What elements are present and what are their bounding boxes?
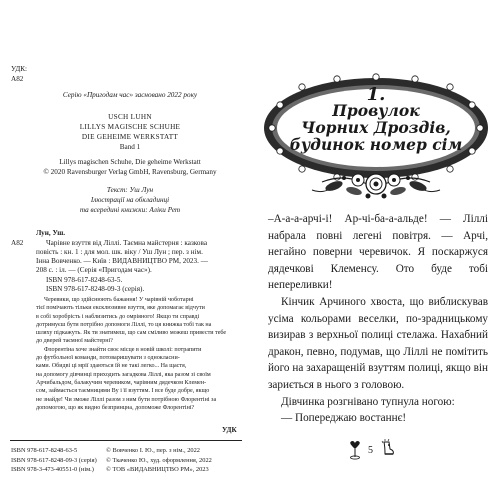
- footer-copyright: © ТОВ «ВИДАВНИЦТВО РМ», 2023: [106, 466, 209, 473]
- annotation-line: на допомогу дівчинці приходить загадкова Ліллі, яка разом зі своїм: [36, 371, 211, 378]
- heart-stand-icon: [348, 440, 362, 460]
- paragraph: Кінчик Арчиного хвоста, що виблискував усіма кольорами веселки, по-зрадницькому визирав з верхньої полиці стелажа. Нахабний дракон, певно, подумав, що Ліллі не помітить його на захаращеній взуттям полиці, якщо він зариється в нього з головою.: [268, 295, 488, 391]
- udk-bottom: УДК: [222, 426, 237, 434]
- catalog-line-3: Інна Вовченко. — Київ : ВИДАВНИЦТВО РМ, 2023. —: [36, 257, 208, 265]
- orig-title: LILLYS MAGISCHE SCHUHE: [79, 123, 181, 131]
- chapter-title-line: будинок номер сім: [289, 135, 463, 154]
- footer-copyright-block: [106, 446, 212, 475]
- paragraph: Дівчинка розгнівано тупнула ногою:: [281, 395, 455, 408]
- credit-text: Текст: Уш Лун: [106, 186, 154, 194]
- cat-author: Лун, Уш.: [36, 229, 66, 237]
- annotation-line: допомогою, що як видно безпринцна, допоможе Флорентіні?: [36, 404, 195, 411]
- chapter-number: 1.: [366, 84, 386, 105]
- isbn-1: ISBN 978-617-8248-63-5.: [46, 276, 123, 284]
- chapter-title-line: Провулок: [332, 101, 420, 120]
- footer-copyright: © Вовченко І. Ю., пер. з нім., 2022: [106, 447, 200, 454]
- annotation-line: ками. Обидві ці мрії здаються їй не такі легко... На щастя,: [36, 363, 187, 370]
- shoe-ornament-icon: [381, 439, 397, 459]
- footer-isbn: ISBN 978-617-8248-63-5: [11, 447, 78, 454]
- credit-illus1: Ілюстрації на обкладинці: [90, 196, 170, 204]
- orig-band: Band 1: [119, 143, 141, 151]
- annotation-line: в собі хоробрість і наблизитись до омріяного! Якщо ти справді: [36, 313, 200, 320]
- catalog-line-2: повість : кн. 1 : для мол. шк. віку / Уш Лун ; пер. з нім.: [36, 248, 203, 256]
- annotation-line: тієї помічають тільки ексклюзивне взуття, яке допомагає відчути: [36, 305, 205, 312]
- orig-line2: © 2020 Ravensburger Verlag GmbH, Ravensburg, Germany: [43, 168, 217, 176]
- annotation-line: не знайде! Чи зможе Ліллі разом з ним бути потрібною Флорентіні за: [36, 396, 217, 403]
- orig-author: USCH LUHN: [108, 113, 152, 121]
- orig-line1: Lillys magischen Schuhe, Die geheime Werkstatt: [59, 158, 201, 166]
- bbk-top: А82: [11, 75, 24, 83]
- footer-isbn-block: [11, 446, 97, 475]
- footer-divider: [10, 440, 242, 441]
- catalog-line-4: 208 с. : іл. — (Серія «Пригодам час»).: [36, 266, 152, 274]
- annotation-line: дотримуєш бути потрібно допомоги Ліллі, то ця книжка тобі так на: [36, 321, 212, 328]
- orig-subtitle: DIE GEHEIME WERKSTATT: [81, 133, 179, 141]
- annotation-line: шляху підкажуть. Як ти знатимеш, що сам сміливо можеш привести тебе: [36, 330, 227, 337]
- flower-decoration: [312, 174, 440, 199]
- cat-code: А82: [11, 239, 24, 247]
- chapter-body: [268, 211, 488, 427]
- catalog-line-1: Чарівне взуття від Ліллі. Таємна майстерня : казкова: [46, 239, 208, 247]
- footer-copyright: © Ткаченко Ю., худ. оформлення, 2022: [106, 456, 212, 464]
- chapter-title: [276, 102, 476, 153]
- annotation-block: [36, 296, 242, 412]
- isbn-2: ISBN 978-617-8248-09-3 (серія).: [46, 285, 145, 293]
- annotation-line: Черевики, що здійснюють бажання! У чарівній чоботарні: [44, 297, 194, 303]
- annotation-line: сом, займається таємницями Ву і її взуттям. І все буде добре, якщо: [36, 388, 210, 395]
- chapter-title-line: Чорних Дроздів,: [301, 118, 451, 137]
- annotation-line: Арчибальдом, балакучим черевиком, чарівним дядечком Клемен-: [36, 379, 207, 386]
- credit-illus2: та всередині книжки: Аліки Рет: [79, 206, 181, 214]
- right-page: [250, 0, 500, 500]
- footer-isbn: ISBN 978-3-473-40551-0 (нім.): [11, 466, 94, 473]
- page-number: 5: [368, 445, 373, 456]
- annotation-line: до дверей таємної майстерні?: [36, 338, 113, 345]
- series-note: Серію «Пригодам час» засновано 2022 року: [62, 91, 198, 99]
- paragraph: –А-а-а-арчі-і! Ар-чі-ба-а-альде! — Ліллі набрала повні легені повітря. — Арчі, негайно поверни черевичок. Я поскаржуся дядечкові Клеменсу. Ото буде тобі непереливки!: [268, 213, 488, 292]
- udk-top: УДК:: [11, 65, 28, 73]
- paragraph: — Попереджаю востаннє!: [281, 412, 407, 425]
- footer-isbn: ISBN 978-617-8248-09-3 (серія): [11, 456, 97, 464]
- annotation-line: до футбольної команди, потоваришувати з однокласни-: [36, 355, 180, 362]
- annotation-line: Флорентіна хоче знайти своє місце в новій школі: потрапити: [44, 346, 202, 353]
